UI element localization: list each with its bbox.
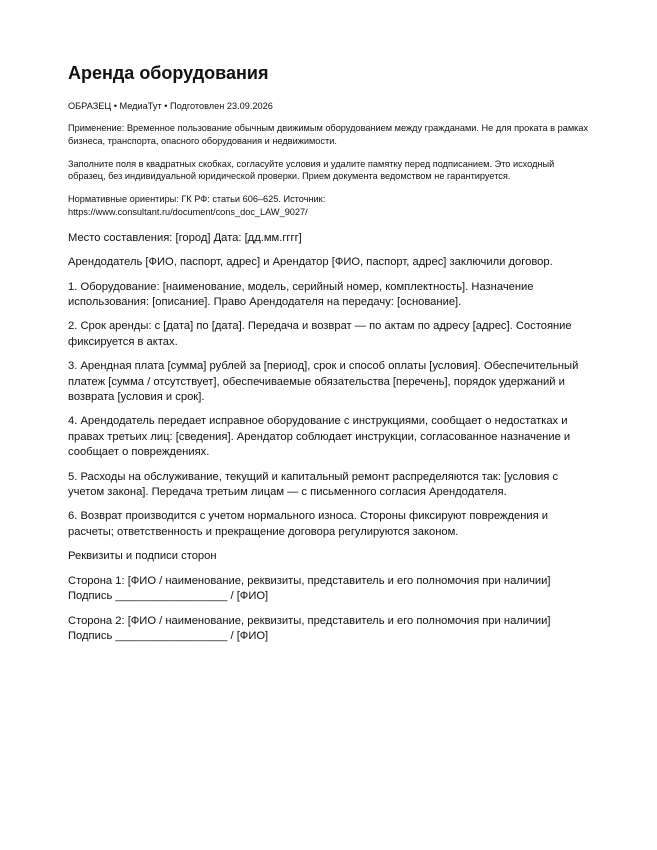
- clause-3: 3. Арендная плата [сумма] рублей за [период], срок и способ оплаты [условия]. Обеспечительный платеж [сумма / отсутствует], обеспечиваемые обязательства [перечень], порядок удержаний и возврата [условия и срок].: [68, 360, 579, 404]
- clause-5: 5. Расходы на обслуживание, текущий и капитальный ремонт распределяются так: [условия с учетом закона]. Передача третьим лицам — с письменного согласия Арендодателя.: [68, 470, 559, 499]
- party-1-block: [68, 574, 590, 605]
- signatures-heading: Реквизиты и подписи сторон: [68, 550, 217, 563]
- place-date-line: Место составления: [город] Дата: [дд.мм.гггг]: [68, 231, 302, 244]
- clause-1: 1. Оборудование: [наименование, модель, серийный номер, комплектность]. Назначение использования: [описание]. Право Арендодателя на передачу: [основание].: [68, 280, 534, 308]
- party-1-details: Сторона 1: [ФИО / наименование, реквизиты, представитель и его полномочия при наличии]: [68, 574, 551, 587]
- references-text: Нормативные ориентиры: ГК РФ: статьи 606–625. Источник:: [68, 194, 326, 205]
- document-title: Аренда оборудования: [68, 63, 269, 83]
- parties-paragraph: Арендодатель [ФИО, паспорт, адрес] и Арендатор [ФИО, паспорт, адрес] заключили договор.: [68, 256, 553, 269]
- references-note: [68, 193, 590, 219]
- party-1-signature: Подпись __________________ / [ФИО]: [68, 590, 269, 603]
- document-page: [68, 62, 590, 644]
- party-2-signature: Подпись __________________ / [ФИО]: [68, 629, 269, 642]
- instructions-note: Заполните поля в квадратных скобках, согласуйте условия и удалите памятку перед подписанием. Это исходный образец, без индивидуальной юридической проверки. Прием документа ведомством не гарантируется.: [68, 158, 555, 182]
- clause-4: 4. Арендодатель передает исправное оборудование с инструкциями, сообщает о недостатках и правах третьих лиц: [сведения]. Арендатор соблюдает инструкции, согласованное назначение и сообщает о повреждениях.: [68, 415, 571, 459]
- clause-6: 6. Возврат производится с учетом нормального износа. Стороны фиксируют повреждения и расчеты; ответственность и прекращение договора регулируются законом.: [68, 510, 549, 538]
- references-source-url: https://www.consultant.ru/document/cons_doc_LAW_9027/: [68, 206, 308, 217]
- clause-2: 2. Срок аренды: с [дата] по [дата]. Передача и возврат — по актам по адресу [адрес]. Состояние фиксируется в актах.: [68, 320, 572, 348]
- application-note: Применение: Временное пользование обычным движимым оборудованием между гражданами. Не для проката в рамках бизнеса, транспорта, опасного оборудования и недвижимости.: [68, 123, 589, 146]
- party-2-block: [68, 614, 590, 645]
- document-meta: ОБРАЗЕЦ • МедиаТут • Подготовлен 23.09.2026: [68, 101, 273, 111]
- party-2-details: Сторона 2: [ФИО / наименование, реквизиты, представитель и его полномочия при наличии]: [68, 614, 551, 627]
